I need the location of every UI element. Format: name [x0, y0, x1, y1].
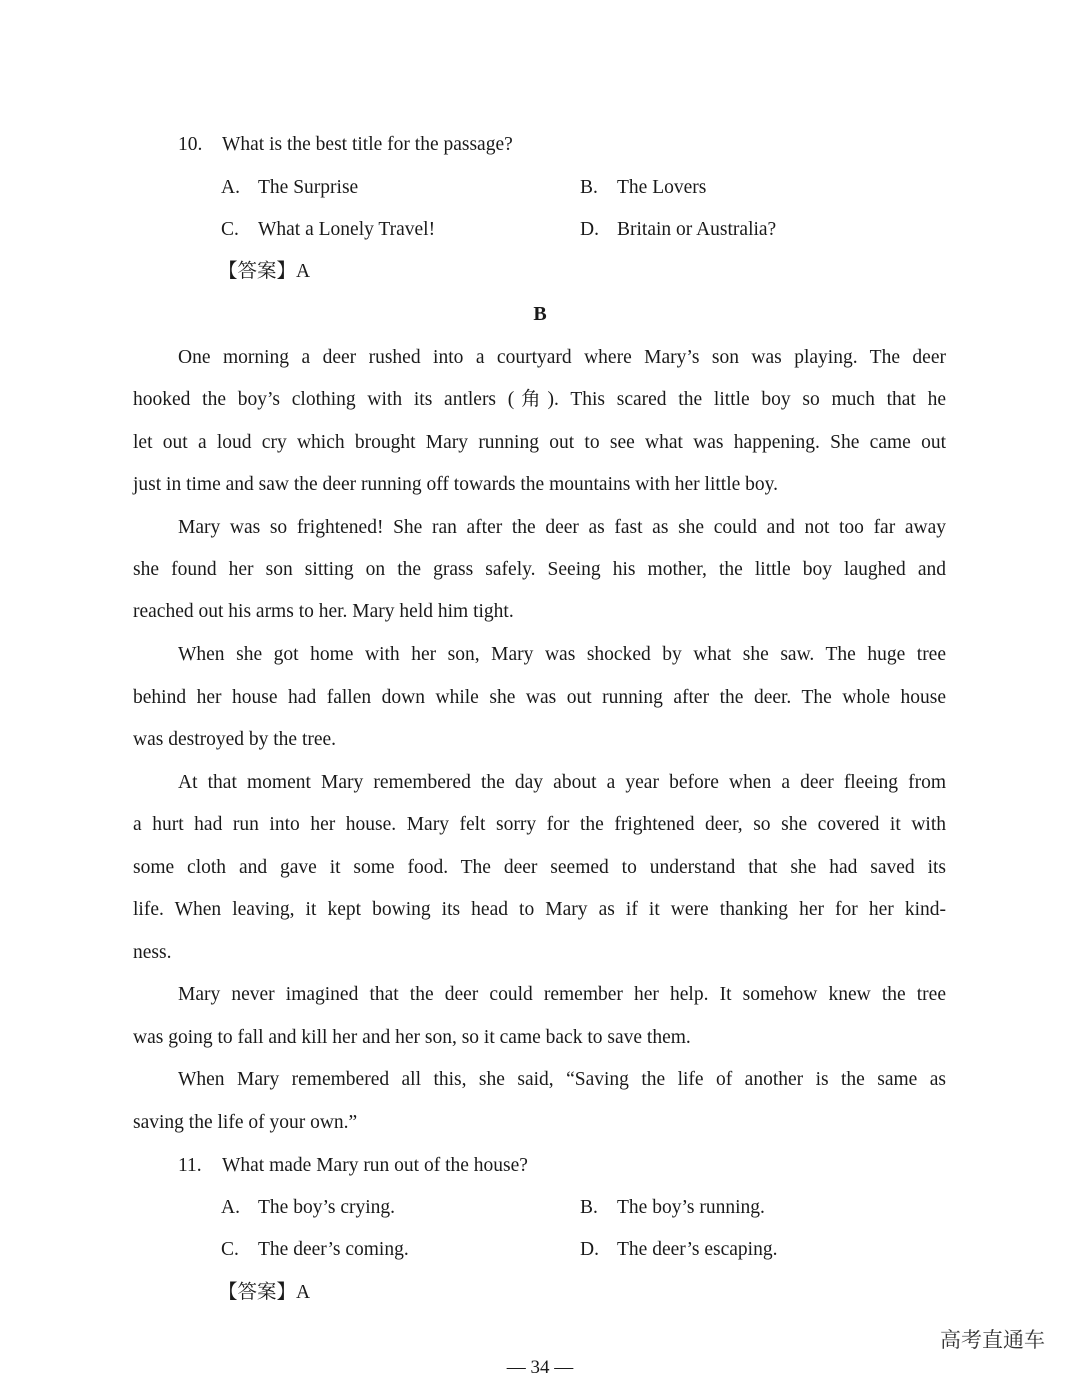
question-text: What is the best title for the passage?	[222, 134, 513, 155]
option-b: B. The Lovers	[580, 177, 707, 198]
option-a: A. The Surprise	[221, 177, 359, 198]
passage-line: ness.	[133, 942, 172, 963]
page-number: — 34 —	[506, 1357, 574, 1378]
answer-11: 【答案】A	[218, 1282, 311, 1303]
option-c: C. What a Lonely Travel!	[221, 219, 436, 240]
passage-line: a hurt had run into her house. Mary felt sorry for the frightened deer, so she covered it with	[133, 814, 946, 835]
passage-line: At that moment Mary remembered the day about a year before when a deer fleeing from	[178, 772, 946, 793]
passage-line: was going to fall and kill her and her son, so it came back to save them.	[133, 1027, 691, 1048]
passage-line: reached out his arms to her. Mary held him tight.	[133, 601, 514, 622]
question-text: What made Mary run out of the house?	[222, 1155, 528, 1176]
passage-line: life. When leaving, it kept bowing its head to Mary as if it were thanking her for her kind-	[133, 899, 946, 920]
question-10	[178, 131, 513, 159]
question-number: 11.	[178, 1155, 202, 1176]
passage-line: just in time and saw the deer running off towards the mountains with her little boy.	[133, 474, 779, 495]
question-11	[178, 1152, 528, 1180]
watermark: 高考直通车	[940, 1328, 1045, 1352]
passage-line: When Mary remembered all this, she said, “Saving the life of another is the same as	[178, 1069, 946, 1090]
passage-line: she found her son sitting on the grass safely. Seeing his mother, the little boy laughed and	[133, 559, 946, 580]
option-b: B. The boy’s running.	[580, 1197, 765, 1218]
option-a: A. The boy’s crying.	[221, 1197, 396, 1218]
passage-line: saving the life of your own.”	[133, 1112, 358, 1133]
option-d: D. Britain or Australia?	[580, 219, 777, 240]
question-number: 10.	[178, 134, 203, 155]
passage-line: One morning a deer rushed into a courtyard where Mary’s son was playing. The deer	[178, 347, 946, 368]
passage-line: was destroyed by the tree.	[133, 729, 337, 750]
section-title: B	[533, 303, 547, 325]
passage-line: let out a loud cry which brought Mary running out to see what was happening. She came out	[133, 432, 946, 453]
answer-10: 【答案】A	[218, 261, 311, 282]
passage-line: Mary was so frightened! She ran after the deer as fast as she could and not too far away	[178, 517, 946, 538]
passage-line: When she got home with her son, Mary was shocked by what she saw. The huge tree	[178, 644, 946, 665]
passage-line: some cloth and gave it some food. The deer seemed to understand that she had saved its	[133, 857, 946, 878]
option-c: C. The deer’s coming.	[221, 1239, 409, 1260]
option-d: D. The deer’s escaping.	[580, 1239, 778, 1260]
passage-line: Mary never imagined that the deer could remember her help. It somehow knew the tree	[178, 984, 946, 1005]
passage-line: behind her house had fallen down while she was out running after the deer. The whole house	[133, 687, 946, 708]
passage-line: hooked the boy’s clothing with its antlers (角). This scared the little boy so much that he	[133, 389, 946, 410]
